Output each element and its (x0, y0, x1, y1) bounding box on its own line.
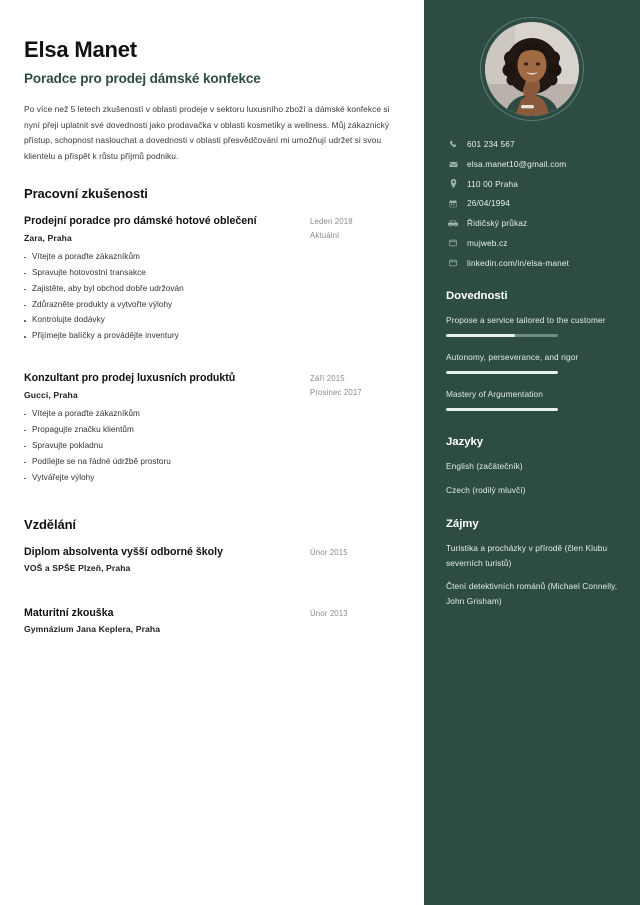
list-item: Podílejte se na řádné údržbě prostoru (24, 454, 298, 470)
language-item: Czech (rodilý mluvčí) (446, 484, 526, 495)
contact-row-birthdate[interactable] (446, 198, 622, 209)
globe-icon (446, 239, 460, 247)
experience-organization: Zara, Praha (24, 232, 72, 243)
date-start: Leden 2018 (310, 217, 353, 227)
section-title-languages: Jazyky (446, 436, 484, 449)
car-icon (446, 220, 460, 227)
education-entry (24, 545, 402, 579)
profile-summary: Po více než 5 letech zkušeností v oblasti prodeje v sektoru luxusního zboží a dámské konfekce si nyní přeji uplatnit své dovednosti jako prodavačka v oblasti kosmetiky a wellness. Můj zákaznický přístup, schopnost naslouchat a dovednosti v oblasti přesvědčování mi umožňují udržet si svou klientelu a přispět k růstu příjmů podniku. (24, 104, 390, 161)
date-start: Září 2015 (310, 374, 345, 384)
section-title-skills: Dovednosti (446, 290, 508, 303)
education-title: Maturitní zkouška (24, 606, 114, 619)
skill-progress-track (446, 334, 558, 337)
skill-label: Mastery of Argumentation (446, 389, 543, 400)
skill-progress-fill (446, 371, 558, 374)
contact-value: 110 00 Praha (467, 178, 519, 189)
contact-row-driving-license[interactable] (446, 218, 622, 229)
contact-row-linkedin[interactable] (446, 258, 622, 269)
education-organization: VOŠ a SPŠE Plzeň, Praha (24, 562, 131, 573)
list-item: Spravujte pokladnu (24, 438, 298, 454)
date-value: Únor 2015 (310, 547, 348, 557)
skill-item (446, 387, 622, 411)
contact-value: linkedin.com/in/elsa-manet (467, 257, 570, 268)
contact-row-phone[interactable] (446, 139, 622, 150)
date-value: Únor 2013 (310, 608, 348, 618)
education-title: Diplom absolventa vyšší odborné školy (24, 545, 223, 558)
spacer (442, 506, 622, 518)
skill-progress-fill (446, 334, 515, 337)
contact-row-email[interactable] (446, 159, 622, 170)
experience-entry (24, 371, 402, 485)
date-end: Aktuální (310, 230, 340, 240)
list-item: Vítejte a poraďte zákazníkům (24, 249, 298, 265)
list-item: Vítejte a poraďte zákazníkům (24, 406, 298, 422)
date-end: Prosinec 2017 (310, 388, 362, 398)
experience-date-range (310, 214, 402, 242)
job-headline: Poradce pro prodej dámské konfekce (24, 71, 261, 87)
location-pin-icon (446, 179, 460, 188)
contact-value: 601 234 567 (467, 139, 515, 149)
spacer (24, 361, 402, 371)
page-title: Elsa Manet (24, 37, 137, 62)
sidebar (424, 0, 640, 905)
education-entry-body (24, 545, 310, 579)
contact-row-website[interactable] (446, 238, 622, 249)
skill-progress-track (446, 408, 558, 411)
contact-value: mujweb.cz (467, 237, 508, 248)
education-entry-body (24, 606, 310, 640)
spacer (442, 424, 622, 436)
interest-item: Turistika a procházky v přírodě (člen Klubu severních turistů) (446, 543, 608, 568)
contact-value: 26/04/1994 (467, 198, 511, 209)
avatar-ring (480, 17, 584, 121)
education-entry (24, 606, 402, 640)
language-item: English (začátečník) (446, 461, 523, 472)
experience-organization: Gucci, Praha (24, 389, 78, 400)
linkedin-icon (446, 259, 460, 267)
list-item: Vytvářejte výlohy (24, 470, 298, 486)
avatar-container (442, 0, 622, 139)
section-title-interests: Zájmy (446, 518, 479, 531)
phone-icon (446, 140, 460, 148)
avatar (485, 22, 579, 116)
skill-item (446, 313, 622, 337)
list-item: Spravujte hotovostní transakce (24, 265, 298, 281)
calendar-icon (446, 200, 460, 208)
experience-bullet-list (24, 406, 298, 486)
list-item: Propagujte značku klientům (24, 422, 298, 438)
skill-item (446, 350, 622, 374)
list-item: Zajistěte, aby byl obchod dobře udržován (24, 281, 298, 297)
interest-item: Čtení detektivních románů (Michael Connelly, John Grisham) (446, 581, 618, 606)
spacer (24, 596, 402, 606)
contact-value: elsa.manet10@gmail.com (467, 158, 567, 169)
experience-entry-body (24, 371, 310, 485)
list-item: Zdůrazněte produkty a vytvořte výlohy (24, 297, 298, 313)
experience-date-range (310, 371, 402, 399)
education-date (310, 545, 402, 560)
skill-progress-fill (446, 408, 558, 411)
envelope-icon (446, 160, 460, 169)
contact-row-location[interactable] (446, 179, 622, 190)
experience-entry-body (24, 214, 310, 344)
section-title-education: Vzdělání (24, 516, 76, 532)
experience-title: Prodejní poradce pro dámské hotové oblečení (24, 215, 257, 228)
education-organization: Gymnázium Jana Keplera, Praha (24, 624, 161, 635)
contact-value: Řidičský průkaz (467, 218, 528, 229)
list-item: Přijímejte balíčky a provádějte inventury (24, 328, 298, 344)
experience-bullet-list (24, 249, 298, 345)
skill-progress-track (446, 371, 558, 374)
spacer (24, 503, 402, 517)
section-title-experience: Pracovní zkušenosti (24, 186, 148, 202)
experience-title: Konzultant pro prodej luxusních produktů (24, 372, 236, 385)
skill-label: Autonomy, perseverance, and rigor (446, 352, 579, 363)
education-date (310, 606, 402, 621)
experience-entry (24, 214, 402, 344)
contact-list (442, 139, 622, 268)
skill-label: Propose a service tailored to the customer (446, 315, 606, 326)
list-item: Kontrolujte dodávky (24, 312, 298, 328)
